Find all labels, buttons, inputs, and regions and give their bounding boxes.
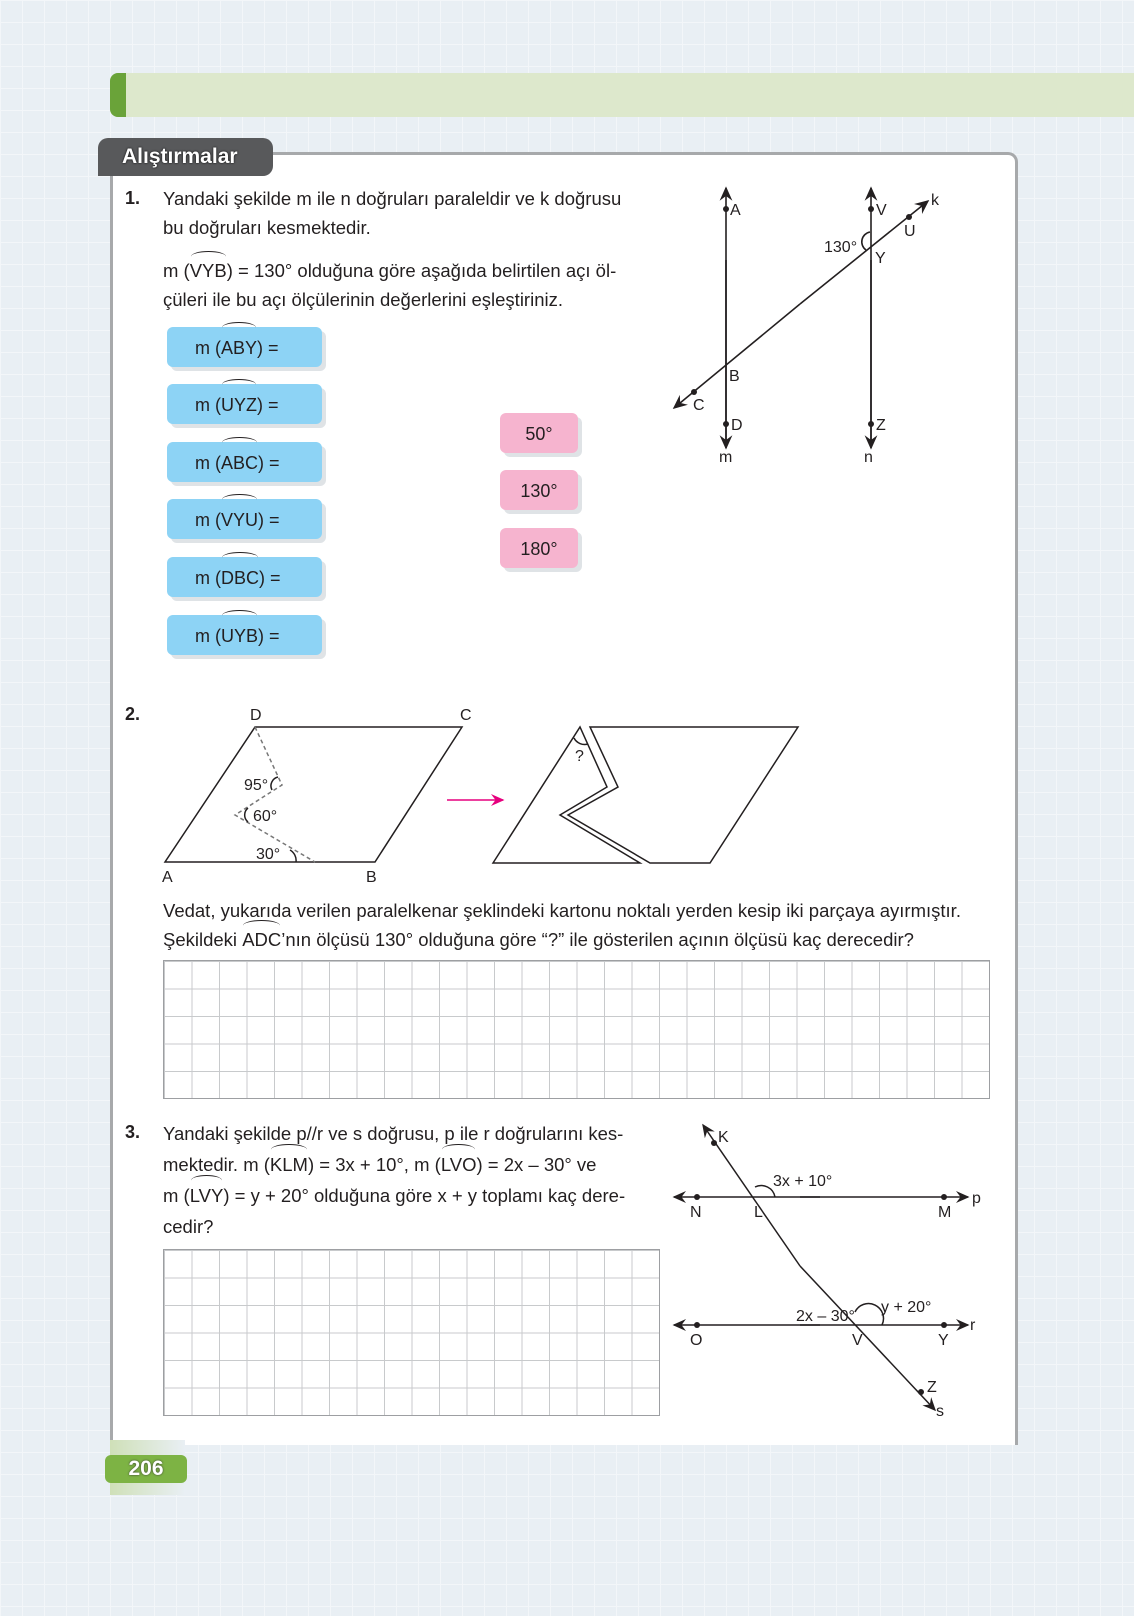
q3-text: m ( <box>163 1185 190 1206</box>
m-prefix: m ( <box>195 510 221 530</box>
angle-name: LVY <box>190 1180 224 1211</box>
figure-3 <box>674 1125 968 1410</box>
label-V: V <box>876 202 887 219</box>
figure-2 <box>165 727 798 863</box>
label-L: L <box>754 1204 763 1221</box>
section-title: Alıştırmalar <box>98 138 273 176</box>
angle-y: y + 20° <box>881 1299 932 1316</box>
q3-text: ) = y + 20° olduğuna göre x + y toplamı kaç dere- <box>223 1185 626 1206</box>
question-3-number: 3. <box>125 1122 141 1142</box>
answer-grid[interactable] <box>163 1249 660 1416</box>
angle-name: UYB <box>221 615 258 657</box>
q2-prefix: Şekildeki <box>163 929 238 950</box>
q2-suffix: ’nın ölçüsü 130° olduğuna göre “?” ile gösterilen açının ölçüsü kaç derecedir? <box>281 929 914 950</box>
label-r: r <box>970 1317 976 1334</box>
q3-text: ) = 3x + 10°, m ( <box>307 1154 441 1175</box>
angle-label: 130° <box>824 239 858 256</box>
m-prefix: m ( <box>195 395 221 415</box>
q3-line: Yandaki şekilde p//r ve s doğrusu, p ile r doğrularını kes- <box>163 1123 624 1144</box>
question-2-text <box>163 896 1013 954</box>
label-D: D <box>731 417 743 434</box>
label-p: p <box>972 1190 981 1207</box>
label-U: U <box>904 223 916 240</box>
label-C: C <box>460 707 472 724</box>
equals: ) = <box>257 395 279 415</box>
angle-name: UYZ <box>221 384 257 426</box>
label-M: M <box>938 1204 952 1221</box>
angle-name: DBC <box>221 557 259 599</box>
angle-name: ABY <box>221 327 257 369</box>
q1-given-suffix: ) = 130° olduğuna göre aşağıda belirtilen açı öl- <box>226 260 617 281</box>
label-K: K <box>718 1129 729 1146</box>
angle-name: LVO <box>441 1149 477 1180</box>
label-Y: Y <box>875 250 886 267</box>
label-V: V <box>852 1332 863 1349</box>
q2-line <box>163 925 1013 954</box>
m-prefix: m ( <box>195 568 221 588</box>
label-A: A <box>730 202 741 219</box>
angle-30: 30° <box>256 846 281 863</box>
angle-name: ABC <box>221 442 258 484</box>
q1-line: çüleri ile bu açı ölçülerinin değerlerini eşleştiriniz. <box>163 289 563 310</box>
q3-line <box>163 1180 663 1211</box>
label-N: N <box>690 1204 702 1221</box>
equals: ) = <box>257 338 279 358</box>
angle-name: ADC <box>242 925 281 954</box>
angle-3x: 3x + 10° <box>773 1173 833 1190</box>
label-Z: Z <box>927 1379 937 1396</box>
label-k: k <box>931 192 939 209</box>
label-C: C <box>693 397 705 414</box>
question-3-text <box>163 1118 663 1242</box>
angle-95: 95° <box>244 777 269 794</box>
label-B: B <box>729 368 740 385</box>
equals: ) = <box>258 626 280 646</box>
question-1-number: 1. <box>125 188 141 208</box>
label-Z: Z <box>876 417 886 434</box>
m-prefix: m ( <box>195 453 221 473</box>
label-B: B <box>366 869 377 886</box>
angle-name: VYU <box>221 499 258 541</box>
q3-line: cedir? <box>163 1216 214 1237</box>
unknown-angle: ? <box>575 748 584 765</box>
angle-60: 60° <box>253 808 278 825</box>
q2-line: Vedat, yukarıda verilen paralelkenar şeklindeki kartonu noktalı yerden kesip iki parçaya ayırmıştır. <box>163 900 961 921</box>
answer-option[interactable]: 50° <box>500 413 578 453</box>
m-prefix: m ( <box>195 626 221 646</box>
q1-line: Yandaki şekilde m ile n doğruları paraleldir ve k doğrusu <box>163 188 622 209</box>
answer-option[interactable]: 130° <box>500 470 578 510</box>
label-m: m <box>719 449 733 466</box>
equals: ) = <box>258 453 280 473</box>
q3-text: ) = 2x – 30° ve <box>476 1154 597 1175</box>
angle-name: KLM <box>270 1149 308 1180</box>
equals: ) = <box>259 568 281 588</box>
label-n: n <box>864 449 873 466</box>
label-D: D <box>250 707 262 724</box>
q3-text: mektedir. m ( <box>163 1154 270 1175</box>
answer-grid[interactable] <box>163 960 990 1099</box>
answer-option[interactable]: 180° <box>500 528 578 568</box>
label-O: O <box>690 1332 703 1349</box>
q3-line <box>163 1149 663 1180</box>
angle-2x: 2x – 30° <box>796 1308 855 1325</box>
m-prefix: m ( <box>195 338 221 358</box>
label-A: A <box>162 869 173 886</box>
m-prefix: m ( <box>163 260 190 281</box>
equals: ) = <box>258 510 280 530</box>
question-2-number: 2. <box>125 704 141 724</box>
page-number: 206 <box>105 1455 187 1483</box>
angle-name: VYB <box>190 256 227 285</box>
label-s: s <box>936 1403 944 1420</box>
figure-1 <box>674 188 928 448</box>
q1-line: bu doğruları kesmektedir. <box>163 217 371 238</box>
label-Y: Y <box>938 1332 949 1349</box>
